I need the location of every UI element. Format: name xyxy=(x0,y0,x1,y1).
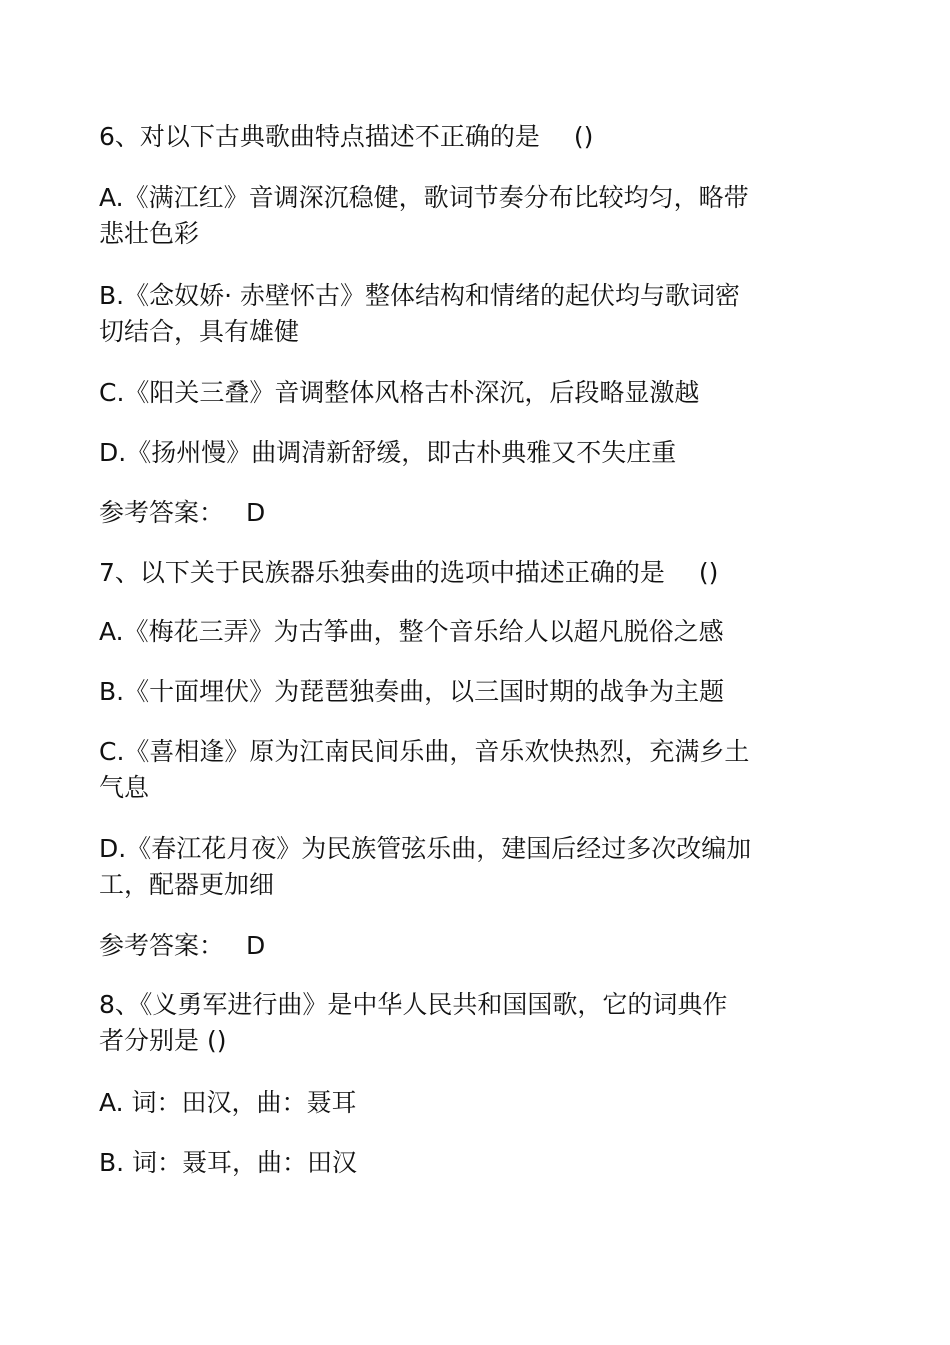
question-7-blank: () xyxy=(698,558,719,587)
question-7-text: 7、以下关于民族器乐独奏曲的选项中描述正确的是 xyxy=(99,558,665,587)
question-6-blank: () xyxy=(573,122,594,151)
question-7-option-b: B.《十面埋伏》为琵琶独奏曲，以三国时期的战争为主题 xyxy=(99,677,725,706)
question-6-option-b-line-1: B.《念奴娇· 赤壁怀古》整体结构和情绪的起伏均与歌词密 xyxy=(99,281,740,310)
question-6-text: 6、对以下古典歌曲特点描述不正确的是 xyxy=(99,122,540,151)
question-8-stem-line-1: 8、《义勇军进行曲》是中华人民共和国国歌，它的词典作 xyxy=(99,990,728,1019)
question-7-option-c-line-2: 气息 xyxy=(99,773,150,802)
question-8-option-b: B. 词：聂耳，曲：田汉 xyxy=(99,1148,358,1177)
question-6-option-c: C.《阳关三叠》音调整体风格古朴深沉，后段略显激越 xyxy=(99,378,700,407)
question-7-answer xyxy=(99,928,819,964)
answer-value: D xyxy=(246,498,266,527)
question-7-option-a: A.《梅花三弄》为古筝曲，整个音乐给人以超凡脱俗之感 xyxy=(99,617,724,646)
question-6-option-b-line-2: 切结合，具有雄健 xyxy=(99,317,300,346)
answer-label: 参考答案： xyxy=(99,498,225,527)
question-7-option-d-line-1: D.《春江花月夜》为民族管弦乐曲，建国后经过多次改编加 xyxy=(99,834,752,863)
answer-label: 参考答案： xyxy=(99,931,225,960)
question-6-option-d: D.《扬州慢》曲调清新舒缓，即古朴典雅又不失庄重 xyxy=(99,438,677,467)
question-6-option-a-line-1: A.《满江红》音调深沉稳健，歌词节奏分布比较均匀，略带 xyxy=(99,183,749,212)
question-7-option-c-line-1: C.《喜相逢》原为江南民间乐曲，音乐欢快热烈，充满乡土 xyxy=(99,737,750,766)
question-8-stem-line-2: 者分别是 () xyxy=(99,1026,227,1055)
question-7-option-d-line-2: 工，配器更加细 xyxy=(99,870,275,899)
question-6-answer xyxy=(99,495,819,531)
answer-value: D xyxy=(246,931,266,960)
question-7-stem xyxy=(99,555,819,591)
question-8-option-a: A. 词：田汉，曲：聂耳 xyxy=(99,1088,357,1117)
question-6-option-a-line-2: 悲壮色彩 xyxy=(99,219,200,248)
question-6-stem xyxy=(99,119,819,155)
